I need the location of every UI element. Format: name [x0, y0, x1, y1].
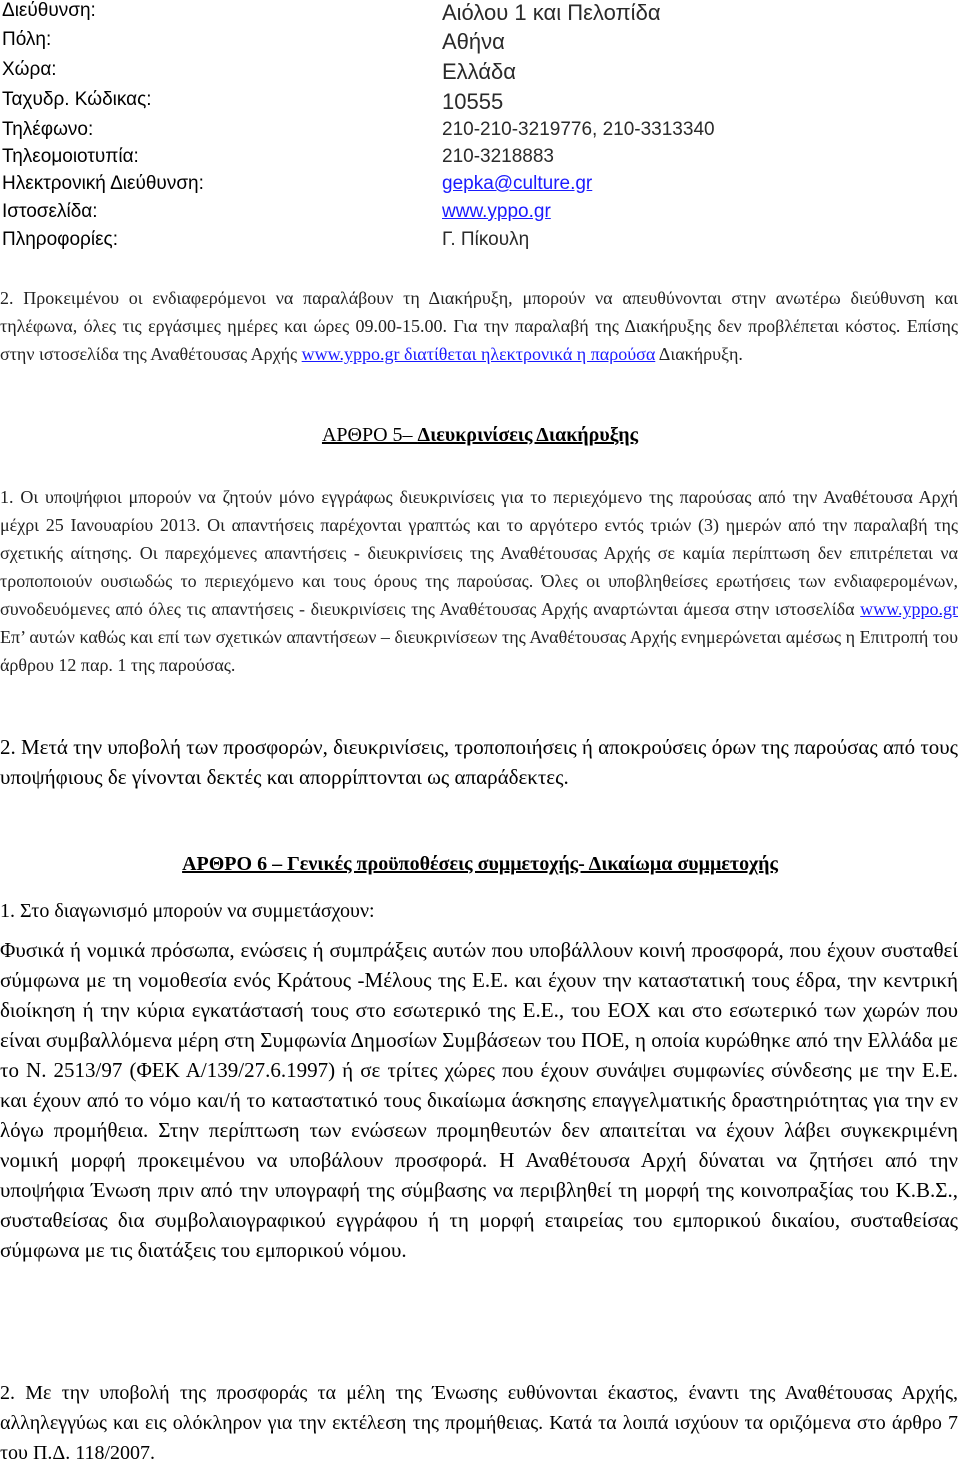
paragraph-2-text-b: Διακήρυξη.: [655, 344, 743, 364]
article-5-heading: [0, 424, 960, 447]
email-label: Ηλεκτρονική Διεύθυνση:: [2, 173, 204, 194]
fax-value: 210-3218883: [442, 146, 554, 167]
declaration-link[interactable]: διατίθεται ηλεκτρονικά η παρούσα: [399, 344, 656, 364]
country-label: Χώρα:: [2, 59, 57, 80]
article-6-heading: ΑΡΘΡΟ 6 – Γενικές προϋποθέσεις συμμετοχής- Δικαίωμα συμμετοχής: [182, 853, 778, 875]
postal-label: Ταχυδρ. Κώδικας:: [2, 89, 152, 110]
postal-value: 10555: [442, 89, 504, 114]
address-value: Αιόλου 1 και Πελοπίδα: [442, 0, 661, 25]
website-label: Ιστοσελίδα:: [2, 201, 98, 222]
fax-label: Τηλεομοιοτυπία:: [2, 146, 139, 167]
paragraph-2: [0, 284, 958, 368]
address-label: Διεύθυνση:: [2, 0, 96, 21]
city-value: Αθήνα: [442, 29, 505, 54]
article-5-p1-text-a: 1. Οι υποψήφιοι μπορούν να ζητούν μόνο εγγράφως διευκρινίσεις για το περιεχόμενο της παρούσας από την Αναθέτουσα Αρχή μέχρι 25 Ιανουαρίου 2013. Οι απαντήσεις παρέχονται γραπτώς και το αργότερο εντός τριών (3) ημερών από την παραλαβή της σχετικής αίτησης. Οι παρεχόμενες απαντήσεις - διευκρινίσεις της Αναθέτουσας Αρχής σε καμία περίπτωση δεν επιτρέπεται να τροποποιούν ουσιωδώς το περιεχόμενο και τους όρους της παρούσας. Όλες οι υποβληθείσες ερωτήσεις των ενδιαφερομένων, συνοδευόμενες από όλες τις απαντήσεις - διευκρινίσεις της Αναθέτουσας Αρχής αναρτώνται άμεσα στην ιστοσελίδα: [0, 487, 958, 619]
article-6-paragraph-1: 1. Στο διαγωνισμό μπορούν να συμμετάσχουν:: [0, 900, 375, 922]
article-5-paragraph-1: [0, 483, 958, 679]
info-label: Πληροφορίες:: [2, 229, 118, 250]
article-5-heading-prefix: ΑΡΘΡΟ 5–: [321, 424, 418, 446]
article-6-paragraph-2: 2. Με την υποβολή της προσφοράς τα μέλη της Ένωσης ευθύνονται έκαστος, έναντι της Αναθέτουσας Αρχής, αλληλεγγύως και εις ολόκληρον για την εκτέλεση της προμήθειας. Κατά τα λοιπά ισχύουν τα οριζόμενα στο άρθρο 7 του Π.Δ. 118/2007.: [0, 1382, 958, 1464]
city-label: Πόλη:: [2, 29, 52, 50]
article-5-p1-text-b: Επ’ αυτών καθώς και επί των σχετικών απαντήσεων – διευκρινίσεων της Αναθέτουσας Αρχής ενημερώνεται αμέσως η Επιτροπή του άρθρου 12 παρ. 1 της παρούσας.: [0, 627, 958, 675]
article-6-paragraph-body: Φυσικά ή νομικά πρόσωπα, ενώσεις ή συμπράξεις αυτών που υποβάλλουν κοινή προσφορά, που έχουν συσταθεί σύμφωνα με τη νομοθεσία ενός Κράτους -Μέλους της Ε.Ε. και έχουν την καταστατική τους έδρα, την κεντρική διοίκηση ή την κύρια εγκατάστασή τους στο εσωτερικό της Ε.Ε., του ΕΟΧ και στο εσωτερικό των χωρών που είναι συμβαλλόμενα μέρη στη Συμφωνία Δημοσίων Συμβάσεων του ΠΟΕ, η οποία κυρώθηκε από την Ελλάδα με το Ν. 2513/97 (ΦΕΚ Α/139/27.6.1997) ή σε τρίτες χώρες που έχουν συνάψει συμφωνίες σύνδεσης με την Ε.Ε. και έχουν από το νόμο και/ή το καταστατικό τους δικαίωμα άσκησης επαγγελματικής δραστηριότητας για την εν λόγω προμήθεια. Στην περίπτωση των ενώσεων προμηθευτών δεν απαιτείται να έχουν λάβει συγκεκριμένη νομική μορφή προκειμένου να υποβάλουν προσφορά. Η Αναθέτουσα Αρχή δύναται να ζητήσει από την υποψήφια Ένωση πριν από την υπογραφή της σύμβασης να περιβληθεί τη μορφή της κοινοπραξίας του Κ.Β.Σ., συσταθείσας δια συμβολαιογραφικού εγγράφου ή τη μορφή εταιρείας του εμπορικού δικαίου, συσταθείσας σύμφωνα με τις διατάξεις του εμπορικού νόμου.: [0, 938, 958, 1262]
country-value: Ελλάδα: [442, 59, 517, 84]
yppo-link[interactable]: www.yppo.gr: [301, 344, 400, 364]
info-value: Γ. Πίκουλη: [442, 229, 530, 250]
paragraph-2-text-a: 2. Προκειμένου οι ενδιαφερόμενοι να παραλάβουν τη Διακήρυξη, μπορούν να απευθύνονται στην ανωτέρω διεύθυνση και τηλέφωνα, όλες τις εργάσιμες ημέρες και ώρες 09.00-15.00. Για την παραλαβή της Διακήρυξης δεν προβλέπεται κόστος. Επίσης στην ιστοσελίδα της Αναθέτουσας Αρχής: [0, 288, 958, 364]
phone-value: 210-210-3219776, 210-3313340: [442, 119, 715, 140]
email-link[interactable]: gepka@culture.gr: [442, 173, 593, 194]
article-5-paragraph-2: 2. Μετά την υποβολή των προσφορών, διευκρινίσεις, τροποποιήσεις ή αποκρούσεις όρων της παρούσας από τους υποψήφιους δε γίνονται δεκτές και απορρίπτονται ως απαράδεκτες.: [0, 735, 958, 789]
phone-label: Τηλέφωνο:: [2, 119, 94, 140]
article-5-yppo-link[interactable]: www.yppo.gr: [860, 599, 958, 619]
website-link[interactable]: www.yppo.gr: [442, 201, 551, 222]
article-5-heading-rest: Διευκρινίσεις Διακήρυξης: [417, 424, 639, 446]
